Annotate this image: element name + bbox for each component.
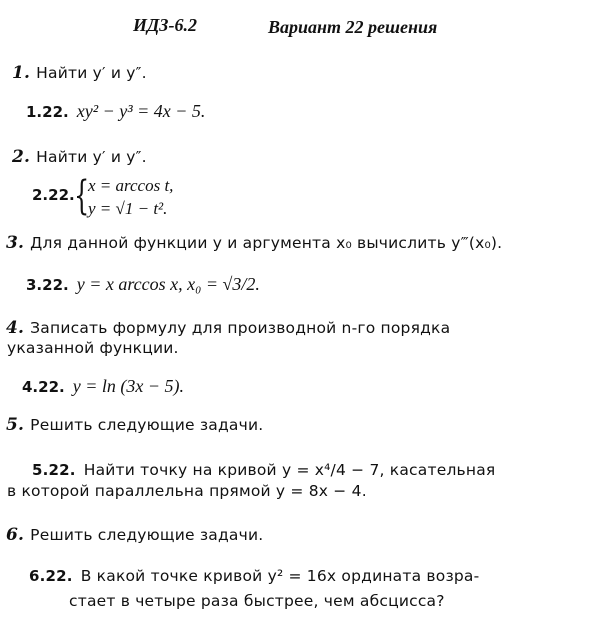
task-1-problem [26,101,205,122]
task-5-number: 5. [6,415,25,435]
task-5-text: Решить следующие задачи. [30,416,264,434]
task-1-sub-number: 1.22. [26,103,69,121]
task-5-body-line2: в которой параллельна прямой y = 8x − 4. [7,482,367,500]
task-5-heading [6,415,263,435]
task-2-sub-number: 2.22. [32,186,75,204]
task-5-body-text1: Найти точку на кривой y = x⁴/4 − 7, касательная [83,461,496,479]
task-3-formula: y = x arccos x, x₀ = √3/2. [76,274,260,294]
task-3-problem [26,274,260,295]
task-6-sub-number: 6.22. [29,567,73,585]
task-2-number: 2. [12,147,31,167]
task-1-number: 1. [12,63,31,83]
document-title: ИДЗ-6.2 [133,15,197,35]
task-6-text: Решить следующие задачи. [30,526,264,544]
task-4-heading [6,318,450,338]
task-1-heading [12,63,147,83]
task-2-heading [12,147,147,167]
system-brace: { [74,173,90,219]
task-5-sub-number: 5.22. [32,461,76,479]
task-2-text: Найти y′ и y″. [36,148,147,166]
task-3-sub-number: 3.22. [26,276,69,294]
task-6-number: 6. [6,525,25,545]
task-6-body-line2: стает в четыре раза быстрее, чем абсцисса? [69,592,445,610]
task-4-text-line2: указанной функции. [7,339,179,357]
task-4-formula: y = ln (3x − 5). [72,376,184,396]
task-4-number: 4. [6,318,25,338]
task-3-number: 3. [6,233,25,253]
task-4-problem [22,376,184,397]
task-4-text-line1: Записать формулу для производной n-го порядка [30,319,451,337]
task-6-body-line1 [29,567,479,585]
task-6-body-text1: В какой точке кривой y² = 16x ордината возра- [80,567,480,585]
variant-label: Вариант 22 решения [268,17,438,37]
task-1-formula: xy² − y³ = 4x − 5. [76,101,206,121]
task-3-text: Для данной функции y и аргумента x₀ вычислить y‴(x₀). [30,234,503,252]
task-2-formula-line1: x = arccos t, [88,176,174,195]
task-6-heading [6,525,263,545]
task-1-text: Найти y′ и y″. [36,64,147,82]
task-3-heading [6,233,502,253]
task-5-body-line1 [32,461,495,479]
task-2-formula-line2: y = √1 − t². [88,199,168,218]
task-4-sub-number: 4.22. [22,378,65,396]
